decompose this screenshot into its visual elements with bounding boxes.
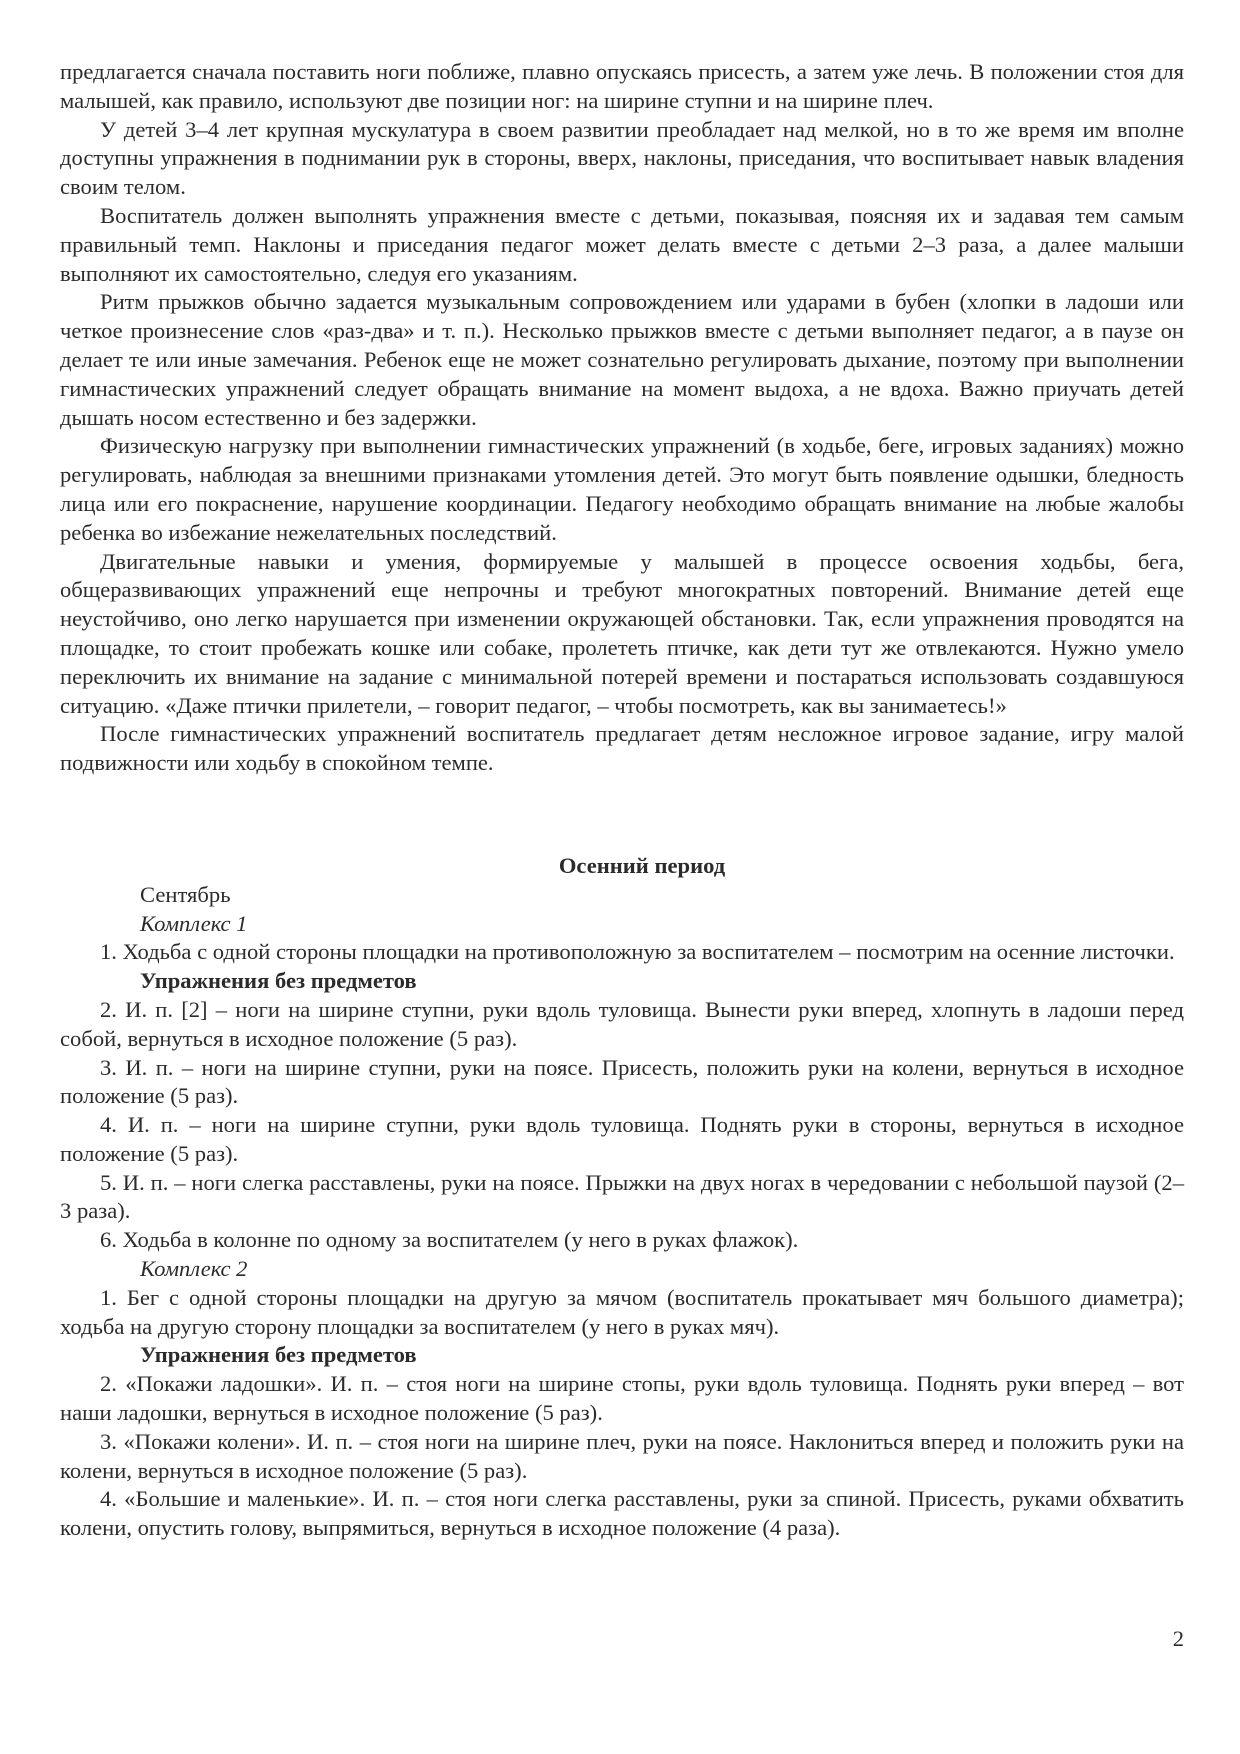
exercise-subheading: Упражнения без предметов (140, 1342, 417, 1368)
exercise-item: 2. «Покажи ладошки». И. п. – стоя ноги на ширине стопы, руки вдоль туловища. Поднять руки вперед – вот наши ладошки, вернуться в исходное положение (5 раз). (60, 1371, 1184, 1426)
exercise-item: 2. И. п. [2] – ноги на ширине ступни, руки вдоль туловища. Вынести руки вперед, хлопнуть в ладоши перед собой, вернуться в исходное положение (5 раз). (60, 996, 1184, 1051)
section-title: Осенний период (558, 852, 726, 878)
paragraph: предлагается сначала поставить ноги поближе, плавно опускаясь присесть, а затем уже лечь. В положении стоя для малышей, как правило, используют две позиции ног: на ширине ступни и на ширине плеч. (60, 59, 1184, 113)
exercise-item: 3. И. п. – ноги на ширине ступни, руки на поясе. Присесть, положить руки на колени, вернуться в исходное положение (5 раз). (60, 1054, 1184, 1109)
section-spacer (60, 778, 1184, 852)
month-label: Сентябрь (140, 881, 231, 907)
exercise-item: 4. «Большие и маленькие». И. п. – стоя ноги слегка расставлены, руки за спиной. Присесть, руками обхватить колени, опустить голову, выпрямиться, вернуться в исходное положение (4 раза). (60, 1486, 1184, 1541)
page-number: 2 (1172, 1626, 1184, 1651)
paragraph: После гимнастических упражнений воспитатель предлагает детям несложное игровое задание, игру малой подвижности или ходьбу в спокойном темпе. (60, 721, 1184, 776)
complex-2-title: Комплекс 2 (140, 1256, 248, 1282)
paragraph: Ритм прыжков обычно задается музыкальным сопровождением или ударами в бубен (хлопки в ладоши или четкое произнесение слов «раз-два» и т. п.). Несколько прыжков вместе с детьми выполняет педагог, а в паузе он делает те или иные замечания. Ребенок еще не может сознательно регулировать дыхание, поэтому при выполнении гимнастических упражнений следует обращать внимание на момент выдоха, а не вдоха. Важно приучать детей дышать носом естественно и без задержки. (60, 289, 1184, 430)
paragraph: Воспитатель должен выполнять упражнения вместе с детьми, показывая, поясняя их и задавая тем самым правильный темп. Наклоны и приседания педагог может делать вместе с детьми 2–3 раза, а далее малыши выполняют их самостоятельно, следуя его указаниям. (60, 202, 1184, 286)
exercise-item: 1. Ходьба с одной стороны площадки на противоположную за воспитателем – посмотрим на осенние листочки. (100, 939, 1175, 965)
exercise-item: 4. И. п. – ноги на ширине ступни, руки вдоль туловища. Поднять руки в стороны, вернуться в исходное положение (5 раз). (60, 1112, 1184, 1166)
paragraph: Двигательные навыки и умения, формируемые у малышей в процессе освоения ходьбы, бега, общеразвивающих упражнений еще непрочны и требуют многократных повторений. Внимание детей еще неустойчиво, оно легко нарушается при изменении окружающей обстановки. Так, если упражнения проводятся на площадке, то стоит пробежать кошке или собаке, пролететь птичке, как дети тут же отвлекаются. Нужно умело переключить их внимание на задание с минимальной потерей времени и постараться использовать создавшуюся ситуацию. «Даже птички прилетели, – говорит педагог, – чтобы посмотреть, как вы занимаетесь!» (60, 548, 1184, 718)
exercise-item: 1. Бег с одной стороны площадки на другую за мячом (воспитатель прокатывает мяч большого диаметра); ходьба на другую сторону площадки за воспитателем (у него в руках мяч). (60, 1284, 1184, 1339)
exercise-item: 6. Ходьба в колонне по одному за воспитателем (у него в руках флажок). (100, 1227, 799, 1253)
exercise-subheading: Упражнения без предметов (140, 968, 417, 994)
exercise-item: 5. И. п. – ноги слегка расставлены, руки на поясе. Прыжки на двух ногах в чередовании с небольшой паузой (2–3 раза). (60, 1169, 1184, 1224)
exercise-item: 3. «Покажи колени». И. п. – стоя ноги на ширине плеч, руки на поясе. Наклониться вперед и положить руки на колени, вернуться в исходное положение (5 раз). (60, 1428, 1184, 1483)
document-page (60, 58, 1184, 1543)
paragraph: Физическую нагрузку при выполнении гимнастических упражнений (в ходьбе, беге, игровых заданиях) можно регулировать, наблюдая за внешними признаками утомления детей. Это могут быть появление одышки, бледность лица или его покраснение, нарушение координации. Педагогу необходимо обращать внимание на любые жалобы ребенка во избежание нежелательных последствий. (60, 433, 1184, 545)
complex-1-title: Комплекс 1 (140, 910, 248, 936)
paragraph: У детей 3–4 лет крупная мускулатура в своем развитии преобладает над мелкой, но в то же время им вполне доступны упражнения в поднимании рук в стороны, вверх, наклоны, приседания, что воспитывает навык владения своим телом. (60, 116, 1184, 200)
